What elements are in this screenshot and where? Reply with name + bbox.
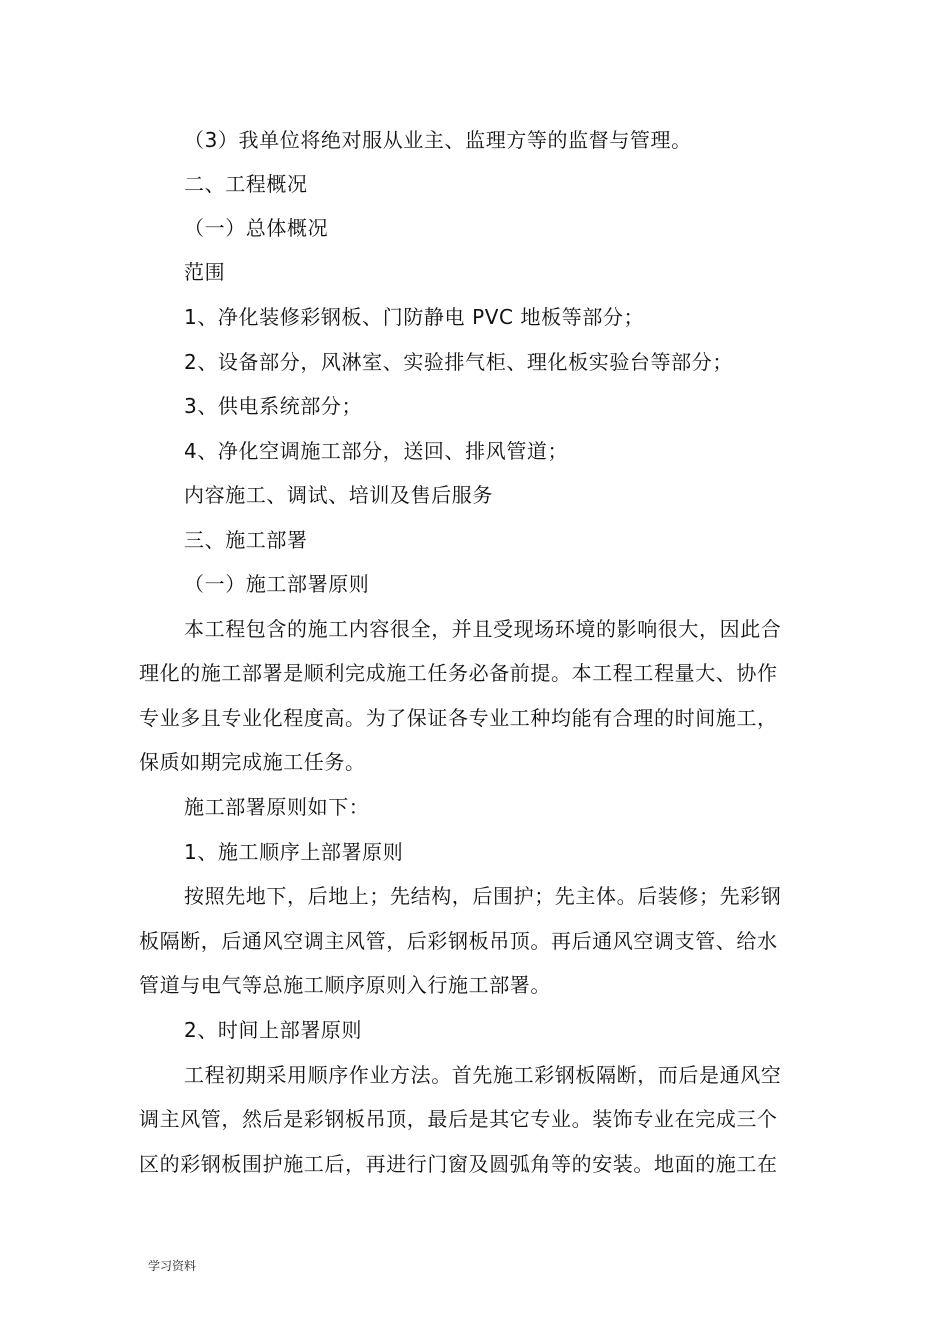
- text-line: （3）我单位将绝对服从业主、监理方等的监督与管理。: [184, 128, 692, 152]
- section-heading: 二、工程概况: [184, 172, 308, 196]
- paragraph-line: 管道与电气等总施工顺序原则入行施工部署。: [139, 973, 551, 997]
- text-line: 内容施工、调试、培训及售后服务: [184, 483, 493, 507]
- list-item: 2、设备部分，风淋室、实验排气柜、理化板实验台等部分；: [184, 350, 733, 374]
- subsection-heading: （一）总体概况: [184, 216, 329, 240]
- section-heading: 三、施工部署: [184, 528, 308, 552]
- subsection-heading: 1、施工顺序上部署原则: [184, 840, 404, 864]
- paragraph-line: 保质如期完成施工任务。: [139, 750, 366, 774]
- paragraph-line: 区的彩钢板围护施工后，再进行门窗及圆弧角等的安装。地面的施工在: [139, 1152, 778, 1176]
- paragraph-line: 本工程包含的施工内容很全，并且受现场环境的影响很大，因此合: [184, 617, 782, 641]
- list-item: 3、供电系统部分；: [184, 394, 363, 418]
- subsection-heading: 2、时间上部署原则: [184, 1018, 363, 1042]
- list-item: 1、净化装修彩钢板、门防静电 PVC 地板等部分；: [184, 305, 645, 329]
- subsection-heading: （一）施工部署原则: [184, 572, 370, 596]
- paragraph-line: 专业多且专业化程度高。为了保证各专业工种均能有合理的时间施工，: [139, 706, 778, 730]
- paragraph-line: 理化的施工部署是顺利完成施工任务必备前提。本工程工程量大、协作: [139, 661, 778, 685]
- footer-label: 学习资料: [148, 1259, 197, 1273]
- text-line: 施工部署原则如下：: [184, 795, 370, 819]
- list-item: 4、净化空调施工部分，送回、排风管道；: [184, 439, 569, 463]
- paragraph-line: 调主风管，然后是彩钢板吊顶，最后是其它专业。装饰专业在完成三个: [139, 1107, 778, 1131]
- paragraph-line: 按照先地下，后地上；先结构，后围护；先主体。后装修；先彩钢: [184, 884, 782, 908]
- text-line: 范围: [184, 260, 226, 284]
- paragraph-line: 工程初期采用顺序作业方法。首先施工彩钢板隔断，而后是通风空: [184, 1063, 782, 1087]
- paragraph-line: 板隔断，后通风空调主风管，后彩钢板吊顶。再后通风空调支管、给水: [139, 929, 778, 953]
